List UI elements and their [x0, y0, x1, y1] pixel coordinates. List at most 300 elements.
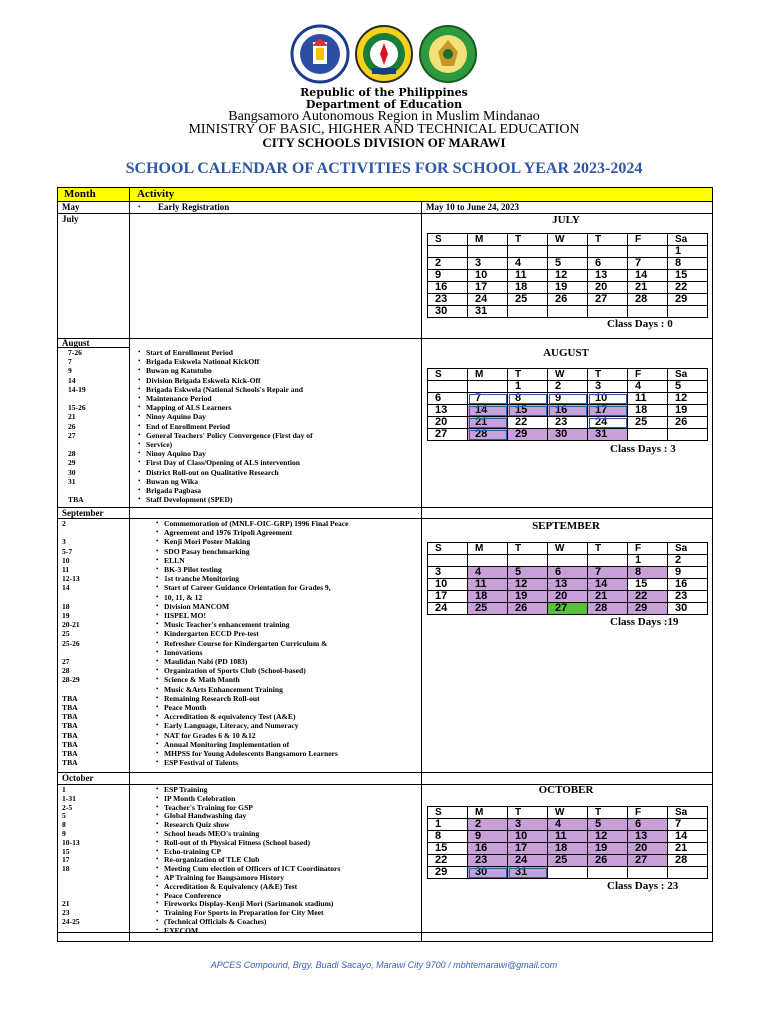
october-activity-item: Global Handwashing day — [164, 811, 247, 821]
bullet: • — [156, 802, 159, 811]
calendar-day: 25 — [628, 417, 668, 429]
september-activity-item: SDO Pasay benchmarking — [164, 546, 250, 556]
september-date-item: 10 — [62, 555, 70, 565]
calendar-day: 22 — [508, 417, 548, 429]
september-activity-item: Refresher Course for Kindergarten Curriculum & — [164, 638, 328, 648]
weekday-header: W — [548, 543, 588, 555]
calendar-day: 20 — [548, 591, 588, 603]
august-calendar-title: AUGUST — [543, 347, 589, 359]
july-month-label: July — [62, 214, 79, 224]
bullet: • — [138, 476, 141, 485]
august-activity-item: General Teachers' Policy Convergence (First day of — [146, 430, 313, 440]
calendar-day: 1 — [428, 819, 468, 831]
august-activity-item: Brigada Pagbasa — [146, 486, 202, 495]
september-date-item: 19 — [62, 611, 70, 620]
may-activity: Early Registration — [158, 202, 230, 212]
bullet: • — [156, 712, 159, 721]
august-date-item: 30 — [68, 467, 76, 477]
department-label: Department of Education — [305, 98, 463, 111]
october-date-item: 23 — [62, 908, 70, 918]
october-activity-item: Meeting Cum election of Officers of ICT Coordinators — [164, 864, 341, 874]
bullet: • — [138, 412, 141, 421]
calendar-day: 30 — [468, 867, 508, 879]
september-date-item: TBA — [62, 758, 78, 768]
october-activity-item: Echo-training CP — [164, 846, 222, 856]
august-activity-item: Ninoy Aquino Day — [146, 412, 206, 422]
october-date-item: 5 — [62, 811, 66, 821]
october-activity-item: EXECOM — [164, 925, 199, 935]
september-date-item: 14 — [62, 583, 70, 593]
calendar-day: 24 — [428, 603, 468, 615]
calendar-day: 2 — [548, 381, 588, 393]
august-date-item: 7-26 — [68, 348, 82, 357]
calendar-day: 12 — [668, 393, 708, 405]
calendar-day: 31 — [508, 867, 548, 879]
calendar-day: 28 — [628, 294, 668, 306]
september-date-item: 3 — [62, 537, 66, 547]
month-column-header: Month — [64, 188, 96, 200]
calendar-day: 26 — [588, 855, 628, 867]
calendar-day: 16 — [668, 579, 708, 591]
bullet: • — [138, 348, 141, 356]
logo-row — [0, 24, 768, 84]
calendar-day: 11 — [468, 579, 508, 591]
calendar-day: 13 — [548, 579, 588, 591]
august-activity-item: Mapping of ALS Learners — [146, 403, 232, 413]
calendar-day: 18 — [628, 405, 668, 417]
column-divider — [421, 201, 422, 339]
calendar-day: 11 — [628, 393, 668, 405]
weekday-header: F — [628, 234, 668, 246]
weekday-header: S — [428, 369, 468, 381]
october-date-item: 1-31 — [62, 793, 76, 803]
october-activity-item: AP Training for Bangsamoro History — [164, 873, 285, 882]
bullet: • — [156, 846, 159, 855]
calendar-day — [548, 246, 588, 258]
calendar-day: 23 — [428, 294, 468, 306]
calendar-day: 6 — [628, 819, 668, 831]
calendar-day: 29 — [628, 603, 668, 615]
october-calendar-title: OCTOBER — [538, 784, 594, 796]
calendar-day: 1 — [508, 381, 548, 393]
calendar-day: 7 — [668, 819, 708, 831]
row-divider — [58, 772, 712, 773]
calendar-day: 5 — [668, 381, 708, 393]
bullet: • — [138, 467, 141, 476]
calendar-day: 14 — [668, 831, 708, 843]
october-date-item: 21 — [62, 899, 70, 909]
calendar-day: 10 — [468, 270, 508, 282]
calendar-day: 20 — [588, 282, 628, 294]
september-activity-item: Start of Career Guidance Orientation for Grades 9, — [164, 583, 331, 593]
bullet: • — [156, 675, 159, 684]
calendar-day: 28 — [588, 603, 628, 615]
may-dates: May 10 to June 24, 2023 — [426, 202, 519, 212]
calendar-day — [588, 867, 628, 879]
august-calendar — [427, 368, 708, 441]
bullet: • — [138, 403, 141, 412]
calendar-day: 9 — [668, 567, 708, 579]
calendar-day — [668, 867, 708, 879]
marawi-division-seal-icon — [418, 24, 478, 84]
weekday-header: F — [628, 807, 668, 819]
calendar-day: 30 — [548, 429, 588, 441]
calendar-day: 17 — [588, 405, 628, 417]
calendar-day: 16 — [428, 282, 468, 294]
bullet: • — [138, 486, 141, 494]
bullet: • — [138, 495, 141, 504]
july-calendar — [427, 233, 708, 318]
calendar-day: 16 — [548, 405, 588, 417]
august-activity-item: Ninoy Aquino Day — [146, 449, 206, 459]
september-date-item: 28-29 — [62, 675, 80, 685]
row-divider — [58, 507, 712, 508]
bullet: • — [156, 829, 159, 837]
bullet: • — [156, 546, 159, 555]
calendar-day: 19 — [588, 843, 628, 855]
september-activity-item: BK-3 Pilot testing — [164, 565, 222, 574]
bullet: • — [156, 519, 159, 527]
bullet: • — [138, 357, 141, 366]
calendar-day: 24 — [508, 855, 548, 867]
september-date-item: TBA — [62, 703, 78, 712]
bullet: • — [156, 820, 159, 829]
bullet: • — [156, 693, 159, 702]
calendar-day: 11 — [548, 831, 588, 843]
september-activity-item: Maulidan Nabi (PD 1083) — [164, 657, 248, 666]
august-activity-item: Brigada Eskwela National KickOff — [146, 357, 260, 367]
september-activity-item: Innovations — [164, 647, 203, 657]
calendar-day: 10 — [428, 579, 468, 591]
bullet: • — [138, 449, 141, 458]
calendar-day: 13 — [588, 270, 628, 282]
weekday-header: Sa — [668, 543, 708, 555]
calendar-day: 17 — [428, 591, 468, 603]
page-title: SCHOOL CALENDAR OF ACTIVITIES FOR SCHOOL YEAR 2023-2024 — [125, 160, 643, 177]
barmm-seal-icon — [354, 24, 414, 84]
bullet: • — [156, 629, 159, 638]
september-activity-item: Music Teacher's enhancement training — [164, 620, 290, 630]
calendar-day: 20 — [428, 417, 468, 429]
bullet: • — [138, 421, 141, 430]
calendar-day: 26 — [668, 417, 708, 429]
calendar-day: 2 — [428, 258, 468, 270]
august-activity-item: Buwan ng Katutubo — [146, 366, 212, 376]
calendar-day: 29 — [428, 867, 468, 879]
september-activity-item: IISPEL MO! — [164, 611, 206, 620]
august-activity-item: Start of Enrollment Period — [146, 348, 233, 357]
calendar-day: 28 — [668, 855, 708, 867]
calendar-day: 15 — [428, 843, 468, 855]
october-activity-item: (Technical Officials & Coaches) — [164, 917, 267, 926]
calendar-day: 3 — [468, 258, 508, 270]
calendar-day: 6 — [428, 393, 468, 405]
september-calendar-title: SEPTEMBER — [532, 520, 600, 532]
calendar-day — [468, 246, 508, 258]
calendar-day: 2 — [668, 555, 708, 567]
august-class-days: Class Days : 3 — [610, 443, 676, 455]
weekday-header: F — [628, 369, 668, 381]
september-activity-item: 1st tranche Monitoring — [164, 574, 240, 584]
calendar-day: 13 — [428, 405, 468, 417]
september-date-item: 20-21 — [62, 620, 80, 630]
october-date-item: 15 — [62, 846, 70, 856]
may-month-label: May — [62, 202, 80, 212]
calendar-day: 16 — [468, 843, 508, 855]
calendar-day: 5 — [588, 819, 628, 831]
september-date-item: TBA — [62, 693, 78, 703]
september-date-item: 12-13 — [62, 574, 80, 584]
bullet: • — [156, 601, 159, 610]
september-activity-item: Remaining Research Roll-out — [164, 693, 260, 703]
weekday-header: Sa — [668, 369, 708, 381]
bullet: • — [156, 703, 159, 711]
bullet: • — [156, 811, 159, 820]
calendar-day: 14 — [468, 405, 508, 417]
august-date-item: 27 — [68, 430, 76, 440]
august-date-item: 28 — [68, 449, 76, 459]
bullet: • — [156, 684, 159, 693]
calendar-day: 17 — [508, 843, 548, 855]
october-date-item: 8 — [62, 820, 66, 830]
calendar-day: 14 — [628, 270, 668, 282]
calendar-day: 26 — [548, 294, 588, 306]
september-activity-item: MHPSS for Young Adolescents Bangsamoro Learners — [164, 749, 338, 758]
calendar-day: 2 — [468, 819, 508, 831]
august-date-item: 26 — [68, 421, 76, 431]
weekday-header: T — [588, 369, 628, 381]
bullet: • — [156, 666, 159, 675]
september-date-item: 28 — [62, 666, 70, 676]
calendar-day — [628, 306, 668, 318]
calendar-day: 21 — [588, 591, 628, 603]
calendar-day: 6 — [588, 258, 628, 270]
august-date-item: 21 — [68, 412, 76, 422]
weekday-header: W — [548, 234, 588, 246]
weekday-header: M — [468, 369, 508, 381]
bullet: • — [156, 611, 159, 619]
august-date-item: 31 — [68, 476, 76, 486]
bullet: • — [156, 537, 159, 546]
footer-address: APCES Compound, Brgy. Buadi Sacayo, Marawi City 9700 / mbhtemarawi@gmail.com — [210, 960, 558, 970]
calendar-day: 30 — [428, 306, 468, 318]
september-activity-item: Music &Arts Enhancement Training — [164, 684, 283, 694]
bullet: • — [156, 574, 159, 583]
august-date-item: 14-19 — [68, 384, 86, 394]
october-activity-item: School heads MEO's training — [164, 829, 260, 838]
september-activity-item: Science & Math Month — [164, 675, 240, 685]
october-activity-item: IP Month Celebration — [164, 793, 236, 803]
calendar-day: 19 — [548, 282, 588, 294]
calendar-day: 7 — [468, 393, 508, 405]
calendar-day — [628, 246, 668, 258]
bullet: • — [156, 583, 159, 592]
calendar-day — [588, 306, 628, 318]
calendar-day: 18 — [548, 843, 588, 855]
weekday-header: T — [588, 234, 628, 246]
calendar-day: 27 — [428, 429, 468, 441]
calendar-day: 24 — [468, 294, 508, 306]
calendar-day: 25 — [508, 294, 548, 306]
calendar-day: 30 — [668, 603, 708, 615]
bullet: • — [138, 203, 141, 211]
calendar-day: 29 — [508, 429, 548, 441]
calendar-day — [428, 555, 468, 567]
august-date-item: 14 — [68, 375, 76, 385]
calendar-day — [628, 867, 668, 879]
bullet: • — [156, 837, 159, 846]
weekday-header: T — [588, 543, 628, 555]
calendar-day — [588, 555, 628, 567]
bullet: • — [138, 440, 141, 448]
calendar-day — [548, 555, 588, 567]
weekday-header: W — [548, 369, 588, 381]
october-class-days: Class Days : 23 — [607, 880, 679, 892]
bullet: • — [156, 873, 159, 881]
calendar-day: 17 — [468, 282, 508, 294]
calendar-day: 1 — [668, 246, 708, 258]
bullet: • — [156, 565, 159, 573]
calendar-day: 10 — [588, 393, 628, 405]
calendar-day: 3 — [428, 567, 468, 579]
weekday-header: F — [628, 543, 668, 555]
calendar-day: 9 — [548, 393, 588, 405]
september-activity-item: Annual Monitoring Implementation of — [164, 739, 290, 749]
calendar-day — [428, 246, 468, 258]
calendar-day — [468, 381, 508, 393]
division-label: CITY SCHOOLS DIVISION OF MARAWI — [262, 135, 506, 150]
bullet: • — [156, 730, 159, 739]
september-activity-item: Division MANCOM — [164, 601, 230, 611]
bullet: • — [138, 394, 141, 402]
calendar-day — [508, 306, 548, 318]
august-date-item: 9 — [68, 366, 72, 376]
calendar-day: 23 — [668, 591, 708, 603]
october-activity-item: Accreditation & Equivalency (A&E) Test — [164, 881, 298, 891]
august-activity-item: Service) — [146, 440, 173, 449]
bullet: • — [156, 908, 159, 917]
weekday-header: S — [428, 543, 468, 555]
calendar-day: 10 — [508, 831, 548, 843]
calendar-day: 14 — [588, 579, 628, 591]
october-activity-item: Research Quiz show — [164, 820, 230, 830]
bullet: • — [156, 721, 159, 730]
july-calendar-title: JULY — [552, 214, 580, 226]
weekday-header: S — [428, 234, 468, 246]
calendar-day: 21 — [668, 843, 708, 855]
calendar-day: 3 — [508, 819, 548, 831]
august-date-item: 7 — [68, 357, 72, 367]
weekday-header: T — [508, 369, 548, 381]
weekday-header: T — [508, 234, 548, 246]
september-date-item: TBA — [62, 749, 78, 758]
september-activity-item: ELLN — [164, 555, 185, 565]
august-activity-item: Buwan ng Wika — [146, 476, 199, 486]
august-activity-item: District Roll-out on Qualitative Research — [146, 467, 279, 477]
calendar-day: 8 — [628, 567, 668, 579]
calendar-day: 19 — [508, 591, 548, 603]
august-activity-item: First Day of Class/Opening of ALS intervention — [146, 458, 300, 468]
bullet: • — [156, 620, 159, 629]
calendar-day: 31 — [588, 429, 628, 441]
october-activity-item: Peace Conference — [164, 890, 222, 900]
october-date-item: 24-25 — [62, 917, 80, 926]
calendar-day: 27 — [628, 855, 668, 867]
calendar-day: 15 — [508, 405, 548, 417]
calendar-day: 13 — [628, 831, 668, 843]
weekday-header: T — [508, 543, 548, 555]
calendar-day: 22 — [428, 855, 468, 867]
calendar-day: 12 — [508, 579, 548, 591]
calendar-day — [588, 246, 628, 258]
bullet: • — [156, 890, 159, 899]
august-activity-item: Brigada Eskwela (National Schools's Repair and — [146, 384, 304, 394]
bullet: • — [156, 592, 159, 601]
september-date-item: 2 — [62, 519, 66, 528]
column-divider — [129, 188, 130, 941]
calendar-day: 11 — [508, 270, 548, 282]
calendar-day: 24 — [588, 417, 628, 429]
calendar-day: 6 — [548, 567, 588, 579]
bullet: • — [156, 785, 159, 793]
october-date-item: 9 — [62, 829, 66, 838]
calendar-day: 4 — [508, 258, 548, 270]
august-activity-item: End of Enrollment Period — [146, 421, 231, 431]
august-activity-item: Maintenance Period — [146, 394, 212, 403]
weekday-header: M — [468, 543, 508, 555]
october-activity-item: Training For Sports in Preparation for City Meet — [164, 908, 324, 918]
september-activity-item: Kenji Mori Poster Making — [164, 537, 251, 547]
weekday-header: M — [468, 234, 508, 246]
calendar-day: 23 — [548, 417, 588, 429]
bullet: • — [156, 793, 159, 802]
september-activity-item: Peace Month — [164, 703, 207, 712]
calendar-day: 4 — [548, 819, 588, 831]
calendar-day: 12 — [588, 831, 628, 843]
bullet: • — [156, 555, 159, 564]
bullet: • — [156, 739, 159, 748]
bullet: • — [156, 899, 159, 908]
calendar-day: 9 — [468, 831, 508, 843]
calendar-day: 12 — [548, 270, 588, 282]
calendar-day — [468, 555, 508, 567]
september-activity-item: Commemoration of (MNLF-OIC-GRP) 1996 Final Peace — [164, 519, 349, 528]
october-month-label: October — [62, 773, 94, 783]
october-date-item: 2-5 — [62, 802, 73, 812]
weekday-header: S — [428, 807, 468, 819]
september-month-label: September — [62, 508, 104, 518]
calendar-day: 5 — [548, 258, 588, 270]
october-activity-item: Re-organization of TLE Club — [164, 855, 260, 865]
september-date-item: 11 — [62, 565, 70, 574]
calendar-day: 27 — [548, 603, 588, 615]
september-activity-item: NAT for Grades 6 & 10 &12 — [164, 730, 256, 740]
calendar-day: 22 — [628, 591, 668, 603]
bullet: • — [156, 855, 159, 864]
october-date-item: 18 — [62, 864, 70, 874]
calendar-day — [628, 429, 668, 441]
weekday-header: T — [508, 807, 548, 819]
calendar-day: 21 — [468, 417, 508, 429]
calendar-day: 1 — [628, 555, 668, 567]
calendar-table — [57, 187, 713, 942]
ministry-label: MINISTRY OF BASIC, HIGHER AND TECHNICAL EDUCATION — [188, 122, 580, 137]
july-class-days: Class Days : 0 — [607, 318, 673, 330]
calendar-day: 8 — [428, 831, 468, 843]
bullet: • — [156, 647, 159, 656]
august-date-item: 15-26 — [68, 403, 86, 413]
calendar-day: 25 — [548, 855, 588, 867]
